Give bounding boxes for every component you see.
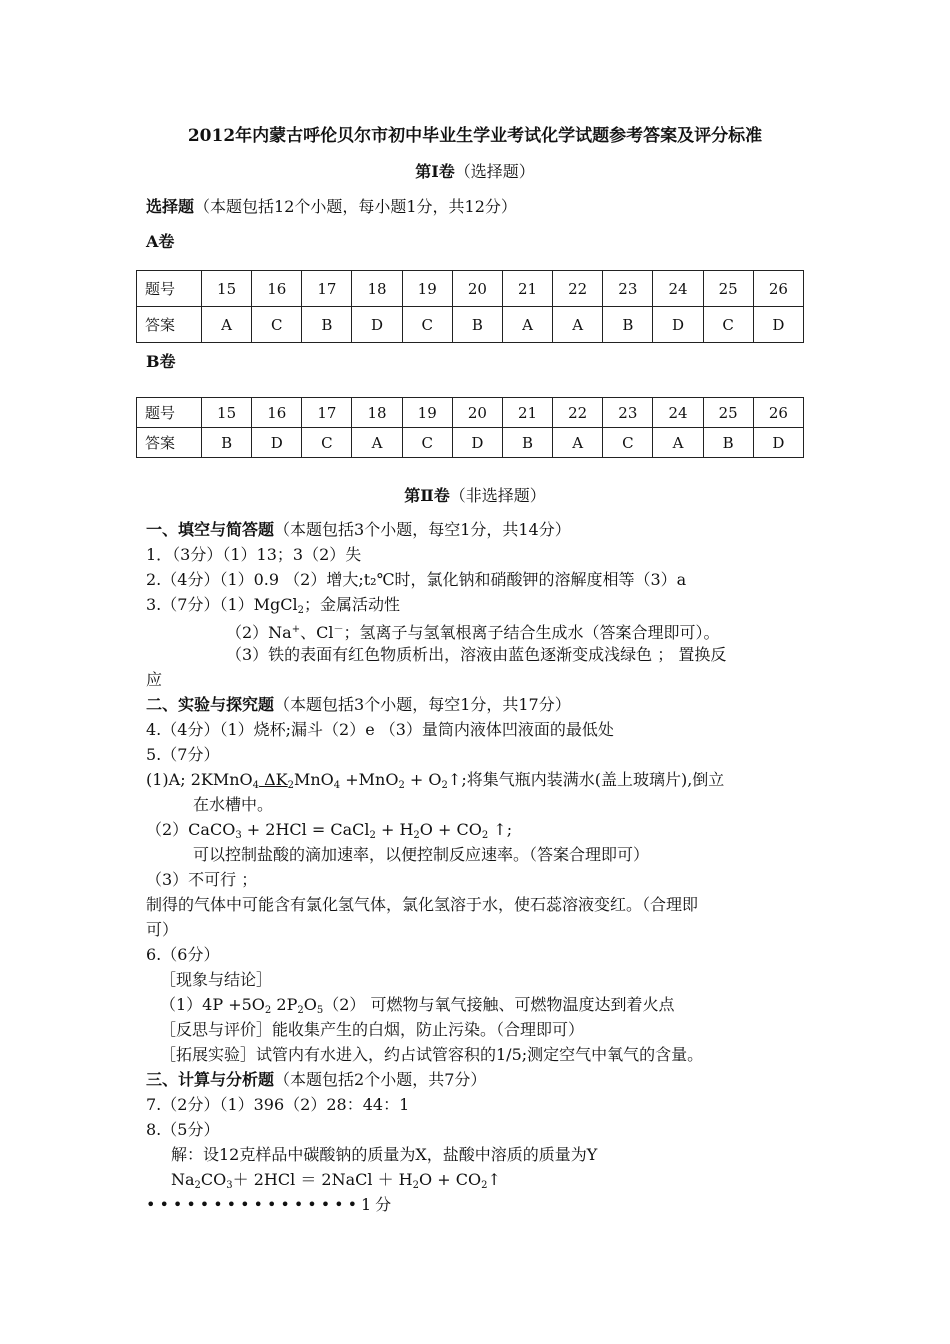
q5-text: + O	[404, 770, 442, 789]
section1-desc: （本题包括3个小题，每空1分，共14分）	[274, 520, 571, 539]
table-cell: 19	[402, 398, 452, 428]
q3-text: ；氢离子与氢氧根离子结合生成水（答案合理即可）。	[343, 623, 720, 642]
section1-label: 一、填空与简答题	[146, 520, 275, 539]
q5-heading: 5.（7分）	[146, 745, 220, 764]
q5-line6: 制得的气体中可能含有氯化氢气体，氯化氢溶于水，使石蕊溶液变红。（合理即	[146, 895, 699, 914]
section2-label: 二、实验与探究题	[146, 695, 275, 714]
q5-line2: 在水槽中。	[193, 795, 274, 814]
subscript: 2	[264, 1005, 272, 1016]
document-title: 2012年内蒙古呼伦贝尔市初中毕业生学业考试化学试题参考答案及评分标准	[187, 126, 763, 146]
subscript: 3	[226, 1180, 233, 1191]
table-cell: C	[402, 307, 452, 343]
part1-heading	[0, 160, 950, 184]
table-cell: 22	[553, 398, 603, 428]
subscript: 2	[297, 1005, 304, 1016]
q3-text: （2）Na	[226, 623, 292, 642]
q5-text: O + CO	[419, 820, 482, 839]
part2-heading-sub: （非选择题）	[449, 486, 546, 505]
choice-section-heading	[146, 195, 517, 219]
q5-text: + H	[375, 820, 414, 839]
reaction-arrow-text: ΔK	[259, 770, 288, 789]
table-cell: D	[653, 307, 703, 343]
q1-answer: 1．（3分）（1）13；3（2）失	[146, 545, 362, 564]
part2-heading	[0, 484, 950, 508]
table-cell: C	[603, 428, 653, 458]
table-cell: B	[703, 428, 753, 458]
table-cell: 17	[302, 398, 352, 428]
table-cell: 15	[202, 271, 252, 307]
subscript: 4	[252, 780, 260, 791]
table-cell: 18	[352, 271, 402, 307]
section1-heading	[146, 518, 571, 542]
table-cell: 16	[252, 271, 302, 307]
table-cell: 21	[502, 398, 552, 428]
row-label-answer: 答案	[137, 428, 202, 458]
q3-text: ；金属活动性	[304, 595, 401, 614]
choice-section-label: 选择题	[146, 197, 195, 216]
q8-text: O + CO	[419, 1170, 482, 1189]
subscript: 5	[316, 1005, 324, 1016]
table-cell: 19	[402, 271, 452, 307]
superscript: +	[291, 624, 301, 635]
subscript: 2	[413, 830, 420, 841]
q8-text: Na	[171, 1170, 195, 1189]
table-row	[137, 271, 804, 307]
table-cell: 16	[252, 398, 302, 428]
q7-answer: 7.（2分）（1）396（2）28：44：1	[146, 1095, 410, 1114]
table-cell: A	[352, 428, 402, 458]
section3-label: 三、计算与分析题	[146, 1070, 275, 1089]
part2-heading-label: 第Ⅱ卷	[404, 486, 450, 505]
table-cell: C	[252, 307, 302, 343]
subscript: 2	[297, 605, 304, 616]
section3-heading	[146, 1068, 486, 1092]
q3-line4: 应	[146, 670, 163, 689]
volume-b-label: B卷	[146, 352, 176, 371]
table-row	[137, 307, 804, 343]
subscript: 3	[235, 830, 242, 841]
q3-text: 、Cl	[300, 623, 334, 642]
table-row	[137, 398, 804, 428]
table-cell: 15	[202, 398, 252, 428]
q5-text: + 2HCl = CaCl	[241, 820, 370, 839]
table-cell: 25	[703, 398, 753, 428]
q8-line1: 解：设12克样品中碳酸钠的质量为X，盐酸中溶质的质量为Y	[171, 1145, 598, 1164]
q6-text: 2P	[271, 995, 298, 1014]
section2-heading	[146, 693, 571, 717]
q8-text: ＋ 2HCl ＝ 2NaCl ＋ H	[232, 1170, 413, 1189]
table-cell: 26	[753, 398, 803, 428]
q6-line3: ［反思与评价］能收集产生的白烟，防止污染。（合理即可）	[160, 1020, 585, 1039]
volume-b-table	[136, 397, 804, 458]
table-cell: C	[402, 428, 452, 458]
table-cell: B	[202, 428, 252, 458]
superscript: －	[333, 624, 344, 635]
q5-line5: （3）不可行 ；	[146, 870, 258, 889]
table-cell: B	[603, 307, 653, 343]
table-cell: B	[502, 428, 552, 458]
table-cell: C	[703, 307, 753, 343]
q3-text: 3.（7分）（1）MgCl	[146, 595, 298, 614]
q6-text: （1）4P +5O	[160, 995, 265, 1014]
subscript: 2	[194, 1180, 201, 1191]
subscript: 2	[287, 780, 294, 791]
table-cell: B	[452, 307, 502, 343]
q5-text: ↑;	[488, 820, 513, 839]
part1-heading-label: 第Ⅰ卷	[415, 162, 455, 181]
subscript: 2	[398, 780, 405, 791]
table-cell: 22	[553, 271, 603, 307]
subscript: 2	[369, 830, 376, 841]
table-cell: D	[753, 428, 803, 458]
row-label-answer: 答案	[137, 307, 202, 343]
table-cell: 21	[502, 271, 552, 307]
q8-line3: ••••••••••••••••1分	[146, 1195, 396, 1214]
q8-text: ↑	[487, 1170, 501, 1189]
q6-line1: ［现象与结论］	[160, 970, 273, 989]
q3-line2	[226, 618, 720, 645]
row-label-number: 题号	[137, 271, 202, 307]
volume-a-label: A卷	[146, 232, 175, 251]
subscript: 2	[481, 1180, 488, 1191]
volume-a-table	[136, 270, 804, 343]
table-cell: 23	[603, 398, 653, 428]
table-cell: 17	[302, 271, 352, 307]
table-cell: D	[452, 428, 502, 458]
table-cell: D	[252, 428, 302, 458]
table-cell: D	[352, 307, 402, 343]
table-cell: A	[653, 428, 703, 458]
subscript: 2	[481, 830, 489, 841]
table-cell: 26	[753, 271, 803, 307]
table-cell: C	[302, 428, 352, 458]
part1-heading-sub: （选择题）	[454, 162, 535, 181]
subscript: 2	[441, 780, 448, 791]
table-cell: 25	[703, 271, 753, 307]
table-cell: 24	[653, 271, 703, 307]
table-cell: 18	[352, 398, 402, 428]
q5-line7: 可）	[146, 920, 179, 939]
q8-heading: 8.（5分）	[146, 1120, 220, 1139]
q5-text: ↑;将集气瓶内装满水(盖上玻璃片),倒立	[447, 770, 725, 789]
table-cell: A	[202, 307, 252, 343]
subscript: 4	[333, 780, 341, 791]
choice-section-desc: （本题包括12个小题，每小题1分，共12分）	[194, 197, 517, 216]
subscript: 2	[412, 1180, 419, 1191]
table-cell: 23	[603, 271, 653, 307]
q4-answer: 4.（4分）（1）烧杯;漏斗（2）e （3）量筒内液体凹液面的最低处	[146, 720, 614, 739]
q3-line3: （3）铁的表面有红色物质析出，溶液由蓝色逐渐变成浅绿色 ； 置换反	[226, 645, 727, 664]
table-cell: 20	[452, 398, 502, 428]
table-cell: 20	[452, 271, 502, 307]
table-cell: D	[753, 307, 803, 343]
table-cell: A	[553, 428, 603, 458]
q6-line4: ［拓展实验］试管内有水进入，约占试管容积的1/5;测定空气中氧气的含量。	[160, 1045, 704, 1064]
table-cell: A	[553, 307, 603, 343]
table-cell: B	[302, 307, 352, 343]
q5-text: +MnO	[340, 770, 399, 789]
q6-text: （2） 可燃物与氧气接触、可燃物温度达到着火点	[323, 995, 675, 1014]
q5-text: (1)A; 2KMnO	[146, 770, 253, 789]
q6-text: O	[303, 995, 317, 1014]
table-cell: 24	[653, 398, 703, 428]
q2-answer: 2.（4分）（1）0.9 （2）增大;t₂℃时，氯化钠和硝酸钾的溶解度相等（3）a	[146, 570, 687, 589]
q6-heading: 6.（6分）	[146, 945, 220, 964]
table-cell: A	[502, 307, 552, 343]
q8-text: CO	[200, 1170, 227, 1189]
q5-text: MnO	[293, 770, 334, 789]
section3-desc: （本题包括2个小题，共7分）	[274, 1070, 487, 1089]
q5-line4: 可以控制盐酸的滴加速率，以便控制反应速率。（答案合理即可）	[193, 845, 650, 864]
section2-desc: （本题包括3个小题，每空1分，共17分）	[274, 695, 571, 714]
row-label-number: 题号	[137, 398, 202, 428]
table-row	[137, 428, 804, 458]
q5-text: （2）CaCO	[146, 820, 236, 839]
